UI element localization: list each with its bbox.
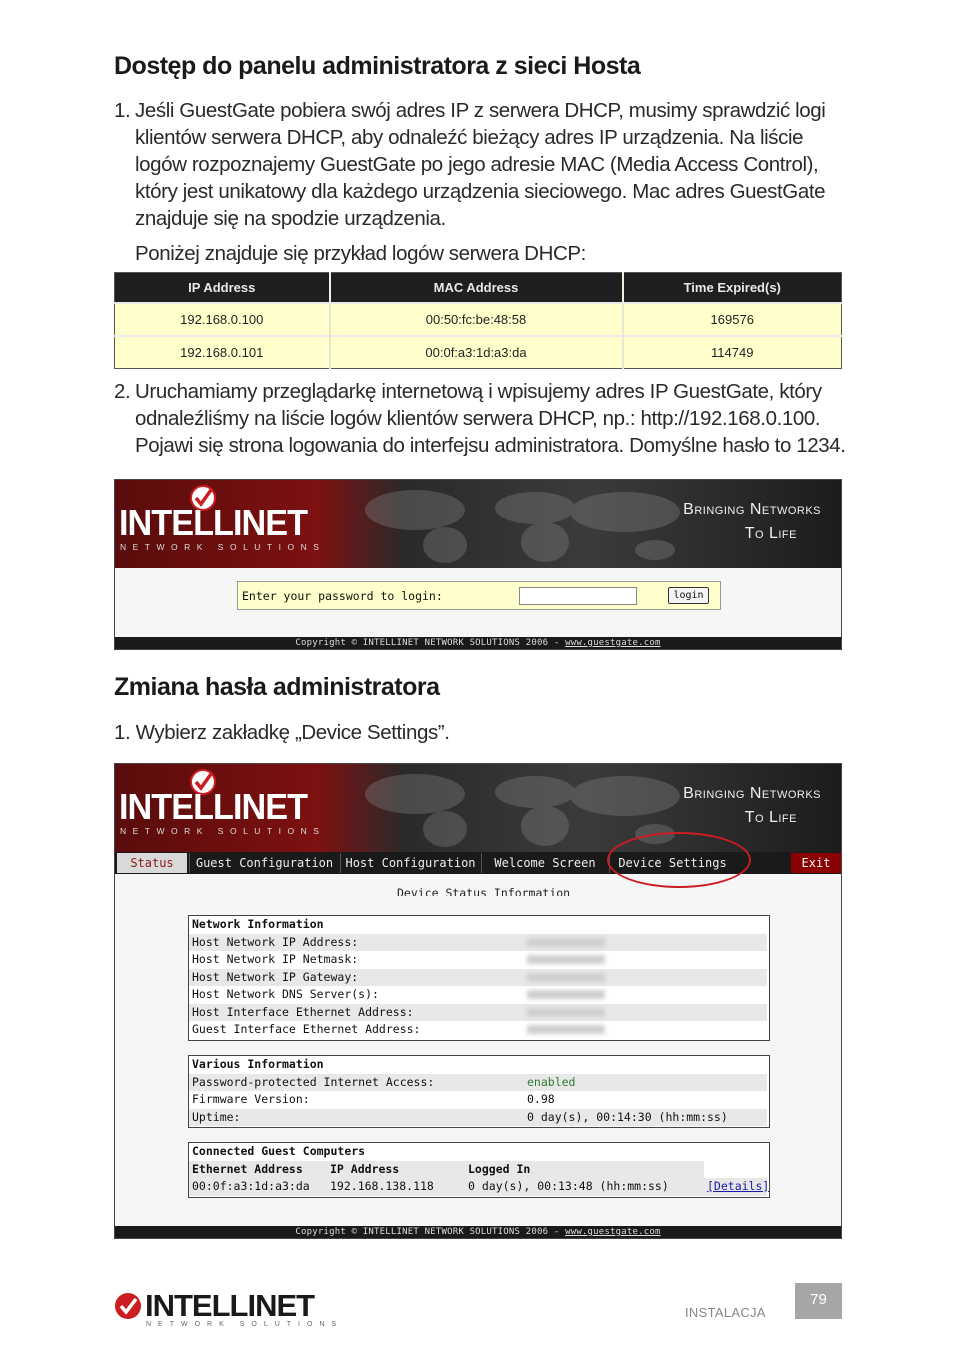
redacted-value	[527, 938, 605, 947]
table-cell: 0 day(s), 00:13:48 (hh:mm:ss)	[468, 1179, 669, 1193]
tab-device-settings[interactable]: Device Settings	[609, 853, 735, 873]
example-intro: Poniżej znajduje się przykład logów serwera DHCP:	[135, 242, 586, 265]
login-form	[237, 581, 721, 610]
column-header: Logged In	[468, 1161, 531, 1176]
section2-step-1: 1. Wybierz zakładkę „Device Settings”.	[114, 721, 450, 744]
connected-guests-panel	[188, 1142, 770, 1198]
login-button[interactable]: login	[668, 587, 709, 604]
tab-status[interactable]: Status	[117, 853, 187, 873]
step-1-paragraph	[114, 97, 854, 232]
redacted-value	[527, 1008, 605, 1017]
table-row	[115, 303, 842, 336]
panel-title: Various Information	[192, 1057, 324, 1071]
column-header: IP Address	[330, 1161, 400, 1176]
tagline-line-2: To Life	[744, 809, 797, 826]
copyright-bar	[115, 1226, 841, 1238]
step-number: 2.	[114, 380, 131, 403]
table-cell: 00:0f:a3:1d:a3:da	[330, 336, 623, 369]
table-row	[189, 1178, 770, 1196]
list-item: Host Interface Ethernet Address:	[189, 1004, 767, 1022]
redacted-value	[527, 973, 605, 982]
brand-tagline	[683, 498, 821, 546]
table-cell: 114749	[623, 336, 842, 369]
network-information-panel	[188, 915, 770, 1041]
step-number: 1.	[114, 99, 131, 122]
device-settings-highlight	[607, 832, 751, 888]
redacted-value	[527, 955, 605, 964]
tab-welcome-screen[interactable]: Welcome Screen	[481, 853, 608, 873]
step-text: Uruchamiamy przeglądarkę internetową i wpisujemy adres IP GuestGate, który odnaleźliśmy na liście logów klientów serwera DHCP, np.: http://192.168.0.100. Pojawi się strona logowania do interfejsu administratora. Domyślne hasło to 1234.	[135, 380, 846, 457]
list-item: Password-protected Internet Access: enabled	[189, 1074, 767, 1092]
section-label: INSTALACJA	[685, 1305, 766, 1320]
section-heading-change-password: Zmiana hasła administratora	[114, 673, 440, 701]
device-status-title: Device Status Information	[397, 886, 571, 896]
world-map-graphic	[345, 480, 685, 568]
brand-logo: INTELLINET	[119, 502, 308, 543]
footer-logo-subtitle: NETWORK SOLUTIONS	[146, 1321, 344, 1328]
tagline-line-1: Bringing Networks	[683, 785, 821, 802]
checkmark-logo-icon	[113, 1291, 143, 1321]
table-header-row	[189, 1161, 704, 1179]
list-item: Host Network IP Gateway:	[189, 969, 767, 987]
footer-logo-text: INTELLINET	[145, 1288, 315, 1323]
column-header: Ethernet Address	[192, 1161, 303, 1176]
column-header: Time Expired(s)	[623, 273, 842, 303]
panel-title: Network Information	[192, 917, 324, 931]
copyright-text: Copyright © INTELLINET NETWORK SOLUTIONS 2006 -	[295, 638, 566, 648]
column-header: MAC Address	[330, 273, 623, 303]
copyright-link[interactable]: www.guestgate.com	[565, 638, 661, 648]
panel-title: Connected Guest Computers	[192, 1144, 366, 1158]
login-screenshot	[114, 479, 842, 650]
tab-host-configuration[interactable]: Host Configuration	[340, 853, 480, 873]
various-information-panel	[188, 1055, 770, 1128]
status-value: enabled	[527, 1074, 576, 1089]
dhcp-log-table	[114, 272, 842, 369]
list-item: Uptime: 0 day(s), 00:14:30 (hh:mm:ss)	[189, 1109, 767, 1127]
page-number: 79	[795, 1283, 842, 1319]
table-cell: 169576	[623, 303, 842, 336]
column-header: IP Address	[115, 273, 330, 303]
brand-banner	[115, 764, 841, 852]
table-cell: 192.168.138.118	[330, 1179, 434, 1193]
table-row	[115, 336, 842, 369]
tagline-line-1: Bringing Networks	[683, 501, 821, 518]
list-item: Host Network DNS Server(s):	[189, 986, 769, 1004]
copyright-text: Copyright © INTELLINET NETWORK SOLUTIONS 2006 -	[295, 1227, 566, 1237]
list-item: Host Network IP Address:	[189, 934, 767, 952]
table-cell: 00:50:fc:be:48:58	[330, 303, 623, 336]
brand-tagline	[683, 782, 821, 830]
tagline-line-2: To Life	[744, 525, 797, 542]
brand-banner	[115, 480, 841, 568]
table-cell: 192.168.0.100	[115, 303, 330, 336]
copyright-bar	[115, 637, 841, 649]
table-header-row	[115, 273, 842, 303]
brand-logo: INTELLINET	[119, 786, 308, 827]
step-2-paragraph	[114, 378, 854, 459]
brand-logo-subtitle: NETWORK SOLUTIONS	[120, 826, 326, 836]
password-label: Enter your password to login:	[242, 589, 443, 603]
list-item: Host Network IP Netmask:	[189, 951, 769, 969]
table-cell: 192.168.0.101	[115, 336, 330, 369]
tab-exit[interactable]: Exit	[791, 853, 841, 873]
step-text: Jeśli GuestGate pobiera swój adres IP z serwera DHCP, musimy sprawdzić logi klientów serwera DHCP, aby odnaleźć bieżący adres IP urządzenia. Na liście logów rozpoznajemy GuestGate po jego adresie MAC (Media Access Control), który jest unikatowy dla każdego urządzenia sieciowego. Mac adres GuestGate znajduje się na spodzie urządzenia.	[135, 99, 826, 230]
brand-logo-subtitle: NETWORK SOLUTIONS	[120, 542, 326, 552]
section-heading-host-access: Dostęp do panelu administratora z sieci Hosta	[114, 52, 641, 80]
redacted-value	[527, 1025, 605, 1034]
list-item: Firmware Version: 0.98	[192, 1092, 555, 1106]
admin-screenshot	[114, 763, 842, 1239]
copyright-link[interactable]: www.guestgate.com	[565, 1227, 661, 1237]
password-input[interactable]	[519, 587, 637, 605]
tab-guest-configuration[interactable]: Guest Configuration	[189, 853, 339, 873]
redacted-value	[527, 990, 605, 999]
table-cell: 00:0f:a3:1d:a3:da	[192, 1179, 310, 1193]
list-item: Guest Interface Ethernet Address:	[189, 1021, 769, 1039]
details-link[interactable]: [Details]	[707, 1179, 770, 1193]
